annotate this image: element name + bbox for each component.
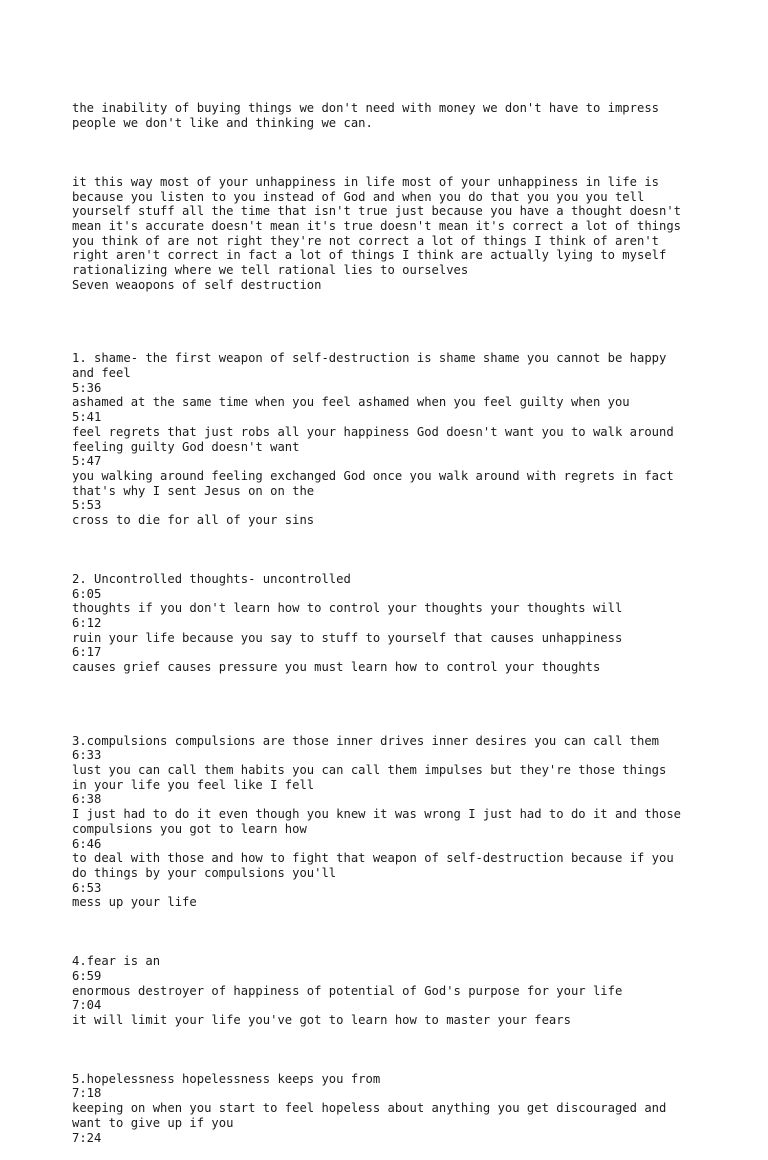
text-line: 3.compulsions compulsions are those inner drives inner desires you can call them bbox=[72, 733, 659, 748]
text-line: it this way most of your unhappiness in life most of your unhappiness in life is bbox=[72, 174, 659, 189]
text-line: 1. shame- the first weapon of self-destruction is shame shame you cannot be happy bbox=[72, 351, 667, 366]
section-fear bbox=[72, 954, 712, 1028]
text-line: cross to die for all of your sins bbox=[72, 513, 315, 528]
text-line: I just had to do it even though you knew it was wrong I just had to do it and those bbox=[72, 807, 682, 822]
timestamp: 6:46 bbox=[72, 836, 102, 851]
timestamp: 5:47 bbox=[72, 454, 102, 469]
text-line: it will limit your life you've got to learn how to master your fears bbox=[72, 1012, 571, 1027]
timestamp: 6:59 bbox=[72, 968, 102, 983]
text-line: keeping on when you start to feel hopeless about anything you get discouraged and bbox=[72, 1101, 667, 1116]
text-line: enormous destroyer of happiness of potential of God's purpose for your life bbox=[72, 983, 623, 998]
text-line: to deal with those and how to fight that weapon of self-destruction because if you bbox=[72, 851, 674, 866]
text-line: mess up your life bbox=[72, 895, 197, 910]
text-line: the inability of buying things we don't need with money we don't have to impress bbox=[72, 101, 659, 116]
timestamp: 7:18 bbox=[72, 1086, 102, 1101]
text-line: 5.hopelessness hopelessness keeps you from bbox=[72, 1071, 381, 1086]
text-line: ashamed at the same time when you feel ashamed when you feel guilty when you bbox=[72, 395, 630, 410]
section-uncontrolled-thoughts bbox=[72, 572, 712, 675]
text-line: in your life you feel like I fell bbox=[72, 777, 315, 792]
text-line: people we don't like and thinking we can. bbox=[72, 116, 373, 131]
section-shame bbox=[72, 351, 712, 527]
main-paragraph bbox=[72, 175, 712, 293]
timestamp: 5:41 bbox=[72, 410, 102, 425]
timestamp: 7:04 bbox=[72, 998, 102, 1013]
text-line: want to give up if you bbox=[72, 1115, 234, 1130]
timestamp: 6:53 bbox=[72, 880, 102, 895]
timestamp: 5:36 bbox=[72, 380, 102, 395]
text-line: because you listen to you instead of God and when you do that you you you tell bbox=[72, 189, 645, 204]
timestamp: 6:38 bbox=[72, 792, 102, 807]
text-line: feel regrets that just robs all your happiness God doesn't want you to walk around bbox=[72, 424, 674, 439]
timestamp: 6:33 bbox=[72, 748, 102, 763]
text-line: Seven weaopons of self destruction bbox=[72, 277, 322, 292]
text-line: causes grief causes pressure you must learn how to control your thoughts bbox=[72, 660, 601, 675]
section-compulsions bbox=[72, 734, 712, 910]
text-line: do things by your compulsions you'll bbox=[72, 865, 337, 880]
text-line: rationalizing where we tell rational lies to ourselves bbox=[72, 263, 469, 278]
timestamp: 6:05 bbox=[72, 586, 102, 601]
text-line: you walking around feeling exchanged God once you walk around with regrets in fact bbox=[72, 468, 674, 483]
text-line: feeling guilty God doesn't want bbox=[72, 439, 300, 454]
text-line: that's why I sent Jesus on on the bbox=[72, 483, 315, 498]
document-page bbox=[72, 72, 712, 1160]
intro-paragraph bbox=[72, 101, 712, 130]
text-line: ruin your life because you say to stuff to yourself that causes unhappiness bbox=[72, 630, 623, 645]
text-line: thoughts if you don't learn how to control your thoughts your thoughts will bbox=[72, 601, 623, 616]
text-line: compulsions you got to learn how bbox=[72, 821, 307, 836]
text-line: and feel bbox=[72, 366, 131, 381]
text-line: lust you can call them habits you can call them impulses but they're those things bbox=[72, 762, 667, 777]
timestamp: 6:17 bbox=[72, 645, 102, 660]
text-line: mean it's accurate doesn't mean it's true doesn't mean it's correct a lot of things bbox=[72, 219, 682, 234]
timestamp: 5:53 bbox=[72, 498, 102, 513]
text-line: 4.fear is an bbox=[72, 954, 161, 969]
timestamp: 6:12 bbox=[72, 615, 102, 630]
text-line: 2. Uncontrolled thoughts- uncontrolled bbox=[72, 571, 351, 586]
text-line: yourself stuff all the time that isn't true just because you have a thought doesn't bbox=[72, 204, 682, 219]
section-hopelessness bbox=[72, 1072, 712, 1146]
text-line: you think of are not right they're not correct a lot of things I think of aren't bbox=[72, 233, 659, 248]
timestamp: 7:24 bbox=[72, 1130, 102, 1145]
text-line: right aren't correct in fact a lot of things I think are actually lying to myself bbox=[72, 248, 667, 263]
